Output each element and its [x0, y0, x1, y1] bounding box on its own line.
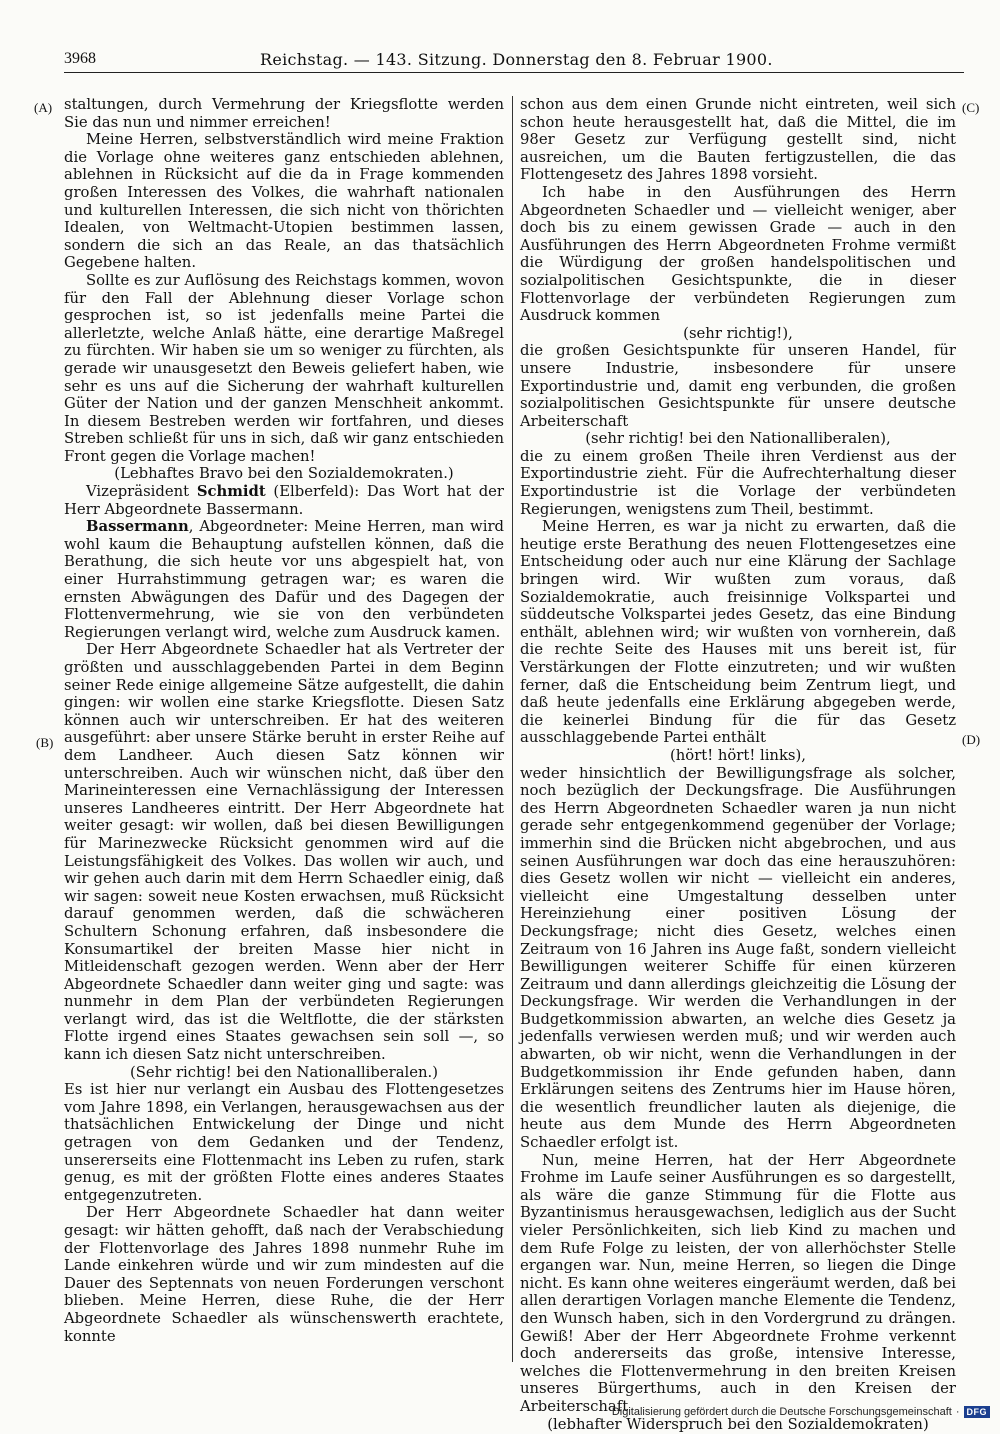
page-number: 3968 [64, 50, 96, 67]
page-header [64, 50, 964, 73]
paragraph: schon aus dem einen Grunde nicht eintreten, weil sich schon heute herausgestellt hat, daß die Mittel, die im 98er Gesetz zur Verfügung gestellt sind, nicht ausreichen, um die Bauten fertigzustellen, die das Flottengesetz des Jahres 1898 vorsieht. [520, 96, 956, 184]
paragraph: Meine Herren, selbstverständlich wird meine Fraktion die Vorlage ohne weiteres ganz entschieden ablehnen, ablehnen in Rücksicht auf die da in Frage kommenden großen Interessen des Volkes, die wahrhaft nationalen und kulturellen Interessen, die sich nicht von thörichten Idealen, von Weltmacht-Utopien bestimmen lassen, sondern die sich an das Reale, an das thatsächlich Gegebene halten. [64, 131, 504, 272]
interjection: (lebhafter Widerspruch bei den Sozialdemokraten) [547, 1415, 929, 1433]
footer [612, 1406, 990, 1418]
interjection: (sehr richtig!), [683, 324, 793, 342]
paragraph: Nun, meine Herren, hat der Herr Abgeordnete Frohme im Laufe seiner Ausführungen es so dargestellt, als wäre die ganze Stimmung für die Flotte aus Byzantinismus herausgewachsen, lediglich aus der Sucht vieler Persönlichkeiten, sich lieb Kind zu machen und dem Rufe Folge zu leisten, der von allerhöchster Stelle ergangen war. Nun, meine Herren, so liegen die Dinge nicht. Es kann ohne weiteres eingeräumt werden, daß bei allen derartigen Vorlagen manche Elemente die Tendenz, den Wunsch haben, sich in den Vordergrund zu drängen. Gewiß! Aber der Herr Abgeordnete Frohme verkennt doch andererseits das große, intensive Interesse, welches die Flottenvermehrung in den breiten Kreisen unseres Bürgerthums, auch in den Kreisen der Arbeiterschaft [520, 1151, 956, 1415]
speaker-paragraph [64, 483, 504, 518]
paragraph: Es ist hier nur verlangt ein Ausbau des Flottengesetzes vom Jahre 1898, ein Verlangen, herausgewachsen aus der thatsächlichen Entwickelung der Dinge und nicht getragen von dem Gedanken und der Tendenz, unsererseits eine Flottenmacht ins Leben zu rufen, stark genug, es mit der größten Flotte eines anderes Staates entgegenzutreten. [64, 1081, 504, 1204]
speaker-role: Vizepräsident [86, 483, 197, 501]
paragraph: Meine Herren, es war ja nicht zu erwarten, daß die heutige erste Berathung des neuen Flottengesetzes eine Entscheidung oder auch nur eine Klärung der Sachlage bringen wird. Wir wußten zum voraus, daß Sozialdemokratie, auch freisinnige Volkspartei und süddeutsche Volkspartei jedes Gesetz, das eine Bindung enthält, ablehnen wird; wir wußten von vornherein, daß die rechte Seite des Hauses mit uns bereit ist, für Verstärkungen der Flotte einzutreten; und wir wußten ferner, daß die Entscheidung beim Zentrum liegt, und daß heute jedenfalls eine Erklärung abgegeben werde, die keinerlei Bindung für die für das Gesetz ausschlaggebende Partei enthält [520, 518, 956, 747]
speaker-name: Schmidt [196, 483, 266, 501]
paragraph: Der Herr Abgeordnete Schaedler hat dann weiter gesagt: wir hätten gehofft, daß nach der Verabschiedung der Flottenvorlage des Jahres 1898 nunmehr Ruhe im Lande einkehren würde und wir zum mindesten auf die Dauer des Septennats von neuen Forderungen verschont blieben. Meine Herren, diese Ruhe, die der Herr Abgeordnete Schaedler als wünschenswerth erachtete, konnte [64, 1204, 504, 1345]
running-title: Reichstag. — 143. Sitzung. Donnerstag den 8. Februar 1900. [260, 50, 773, 69]
separator-dot: · [955, 1406, 960, 1418]
column-divider [512, 96, 513, 1362]
funding-note: Digitalisierung gefördert durch die Deutsche Forschungsgemeinschaft [611, 1406, 952, 1418]
paragraph: die großen Gesichtspunkte für unseren Handel, für unsere Industrie, insbesondere für unsere Exportindustrie und, damit eng verbunden, die großen sozialpolitischen Gesichtspunkte für unsere deutsche Arbeiterschaft [520, 342, 956, 430]
speaker-text: (Elberfeld): Das Wort hat der Herr Abgeordnete Bassermann. [64, 483, 505, 518]
paragraph: weder hinsichtlich der Bewilligungsfrage als solcher, noch bezüglich der Deckungsfrage. Die Ausführungen des Herrn Abgeordneten Schaedler waren ja nun nicht gerade sehr entgegenkommend gegenüber der Vorlage; immerhin sind die Brücken nicht abgebrochen, und aus seinen Ausführungen war doch das eine herauszuhören: dies Gesetz wollen wir nicht — vielleicht ein anderes, vielleicht eine Umgestaltung desselben unter Hereinziehung einer positiven Lösung der Deckungsfrage; nicht dies Gesetz, welches einen Zeitraum von 16 Jahren ins Auge faßt, sondern vielleicht Bewilligungen weiterer Schiffe für einen kürzeren Zeitraum und dann allerdings gleichzeitig die Lösung der Deckungsfrage. Wir werden die Verhandlungen in der Budgetkommission abwarten, an welche dies Gesetz ja jedenfalls verwiesen werden muß; und wir werden auch abwarten, ob wir nicht, wenn die Verhandlungen in der Budgetkommission ihr Ende gefunden haben, dann Erklärungen seitens des Zentrums hier im Hause hören, die wesentlich freundlicher lauten als diejenige, die heute aus dem Munde des Herrn Abgeordneten Schaedler erfolgt ist. [520, 764, 956, 1152]
speaker-paragraph [64, 518, 504, 641]
interjection: (Lebhaftes Bravo bei den Sozialdemokraten.) [114, 465, 454, 483]
interjection: (Sehr richtig! bei den Nationalliberalen.) [129, 1063, 439, 1081]
dfg-logo: DFG [964, 1406, 991, 1418]
paragraph: Der Herr Abgeordnete Schaedler hat als Vertreter der größten und ausschlaggebenden Partei in dem Beginn seiner Rede einige allgemeine Sätze aufgestellt, die dahin gingen: wir wollen eine starke Kriegsflotte. Diesen Satz können auch wir unterschreiben. Er hat des weiteren ausgeführt: aber unsere Stärke beruht in erster Reihe auf dem Landheer. Auch diesen Satz können wir unterschreiben. Auch wir wünschen nicht, daß über den Marineinteressen eine Vernachlässigung der Interessen unseres Landheeres eintritt. Der Herr Abgeordnete hat weiter gesagt: wir wollen, daß bei diesen Bewilligungen für Marinezwecke Rücksicht genommen wird auf die Leistungsfähigkeit des Volkes. Das wollen wir auch, und wir gehen auch darin mit dem Herrn Schaedler einig, daß wir sagen: soweit neue Kosten erwachsen, muß Rücksicht darauf genommen werden, daß die schwächeren Schultern Schonung erfahren, daß insbesondere die Konsumartikel der breiten Masse hier nicht in Mitleidenschaft gezogen werden. Wenn aber der Herr Abgeordnete Schaedler dann weiter ging und sagte: was nunmehr in dem Plan der verbündeten Regierungen verlangt wird, das ist die Weltflotte, die der stärksten Flotte irgend eines Staates gewachsen sein soll —, so kann ich diesen Satz nicht unterschreiben. [64, 641, 504, 1064]
paragraph: Sollte es zur Auflösung des Reichstags kommen, wovon für den Fall der Ablehnung dieser Vorlage schon gesprochen ist, so ist jedenfalls meine Partei die allerletzte, welche Anlaß hätte, eine derartige Maßregel zu fürchten. Wir haben sie um so weniger zu fürchten, als gerade wir unausgesetzt den Beweis geliefert haben, wie sehr es uns auf die Sicherung der wahrhaft kulturellen Güter der Nation und der ganzen Menschheit ankommt. In diesem Bestreben werden wir fortfahren, und dieses Streben schließt für uns in sich, daß wir ganz entschieden Front gegen die Vorlage machen! [64, 271, 504, 465]
interjection: (hört! hört! links), [669, 746, 807, 764]
paragraph: staltungen, durch Vermehrung der Kriegsflotte werden Sie das nun und nimmer erreichen! [64, 96, 504, 131]
left-column [64, 96, 504, 1366]
paragraph: Ich habe in den Ausführungen des Herrn Abgeordneten Schaedler und — vielleicht weniger, aber doch bis zu einem gewissen Grade — auch in den Ausführungen des Herrn Abgeordneten Frohme vermißt die Würdigung der großen handelspolitischen und sozialpolitischen Gesichtspunkte, die in dieser Flottenvorlage der verbündeten Regierungen zum Ausdruck kommen [520, 183, 956, 325]
margin-marker-b: (B) [36, 735, 54, 750]
paragraph: die zu einem großen Theile ihren Verdienst aus der Exportindustrie zieht. Für die Aufrechterhaltung dieser Exportindustrie ist die Vorlage der verbündeten Regierungen, wenigstens zum Theil, bestimmt. [520, 447, 956, 518]
speaker-name: Bassermann [86, 518, 189, 536]
margin-marker-d: (D) [962, 732, 981, 747]
margin-marker-a: (A) [34, 100, 53, 115]
interjection: (sehr richtig! bei den Nationalliberalen), [585, 430, 891, 448]
speaker-text: , Abgeordneter: Meine Herren, man wird wohl kaum die Behauptung aufstellen können, daß die Berathung, die sich heute vor uns abgespielt hat, von einer Hurrahstimmung getragen war; es waren die ernsten Abwägungen des Dafür und des Dagegen der Flottenvermehrung, wie sie von den verbündeten Regierungen verlangt wird, welche zum Ausdruck kamen. [64, 518, 504, 641]
margin-marker-c: (C) [962, 100, 980, 115]
